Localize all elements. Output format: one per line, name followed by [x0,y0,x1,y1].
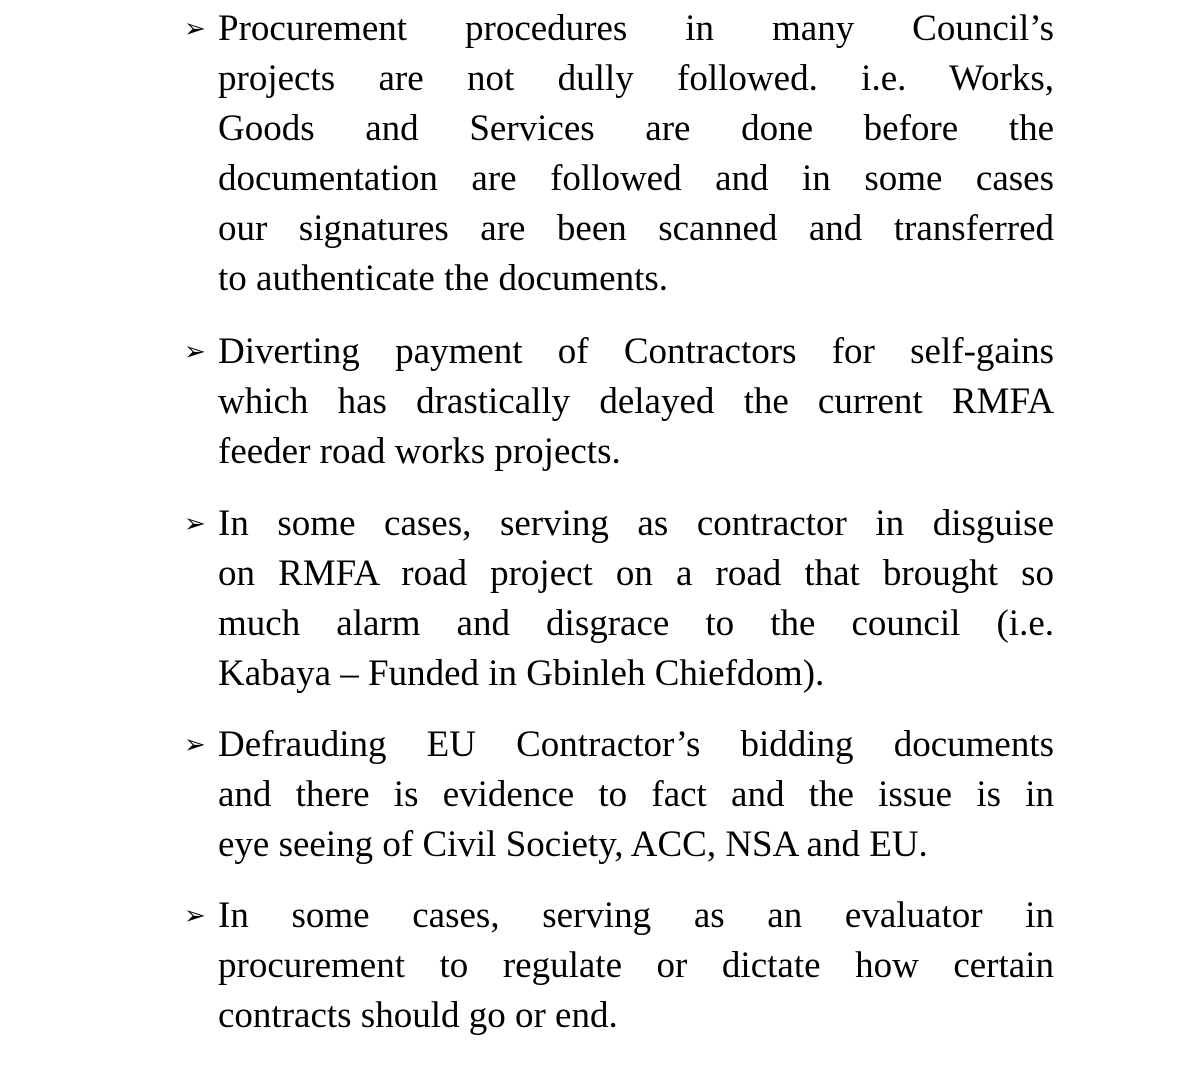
text-line: Defrauding EU Contractor’s bidding documents [218,724,1054,765]
arrow-bullet-icon: ➢ [184,14,206,44]
arrow-bullet-icon: ➢ [184,730,206,760]
list-item [178,720,1054,870]
list-item [178,891,1054,1041]
text-line: projects are not dully followed. i.e. Works, [218,58,1054,99]
text-line: Goods and Services are done before the [218,108,1054,149]
text-line: and there is evidence to fact and the issue is in [218,774,1054,815]
text-line: In some cases, serving as contractor in disguise [218,503,1054,544]
list-item-text [178,4,1054,304]
list-item [178,4,1054,304]
arrow-bullet-icon: ➢ [184,509,206,539]
text-line: feeder road works projects. [218,431,621,472]
text-line: Procurement procedures in many Council’s [218,8,1054,49]
text-line: documentation are followed and in some cases [218,158,1054,199]
text-line: to authenticate the documents. [218,258,669,299]
text-line: procurement to regulate or dictate how certain [218,945,1054,986]
text-line: eye seeing of Civil Society, ACC, NSA and EU. [218,824,928,865]
text-line: Kabaya – Funded in Gbinleh Chiefdom). [218,653,825,694]
arrow-bullet-icon: ➢ [184,901,206,931]
text-line: which has drastically delayed the current RMFA [218,381,1054,422]
list-item [178,499,1054,699]
list-item-text [178,499,1054,699]
list-item-text [178,720,1054,870]
text-line: much alarm and disgrace to the council (i.e. [218,603,1054,644]
text-line: In some cases, serving as an evaluator in [218,895,1054,936]
text-line: Diverting payment of Contractors for self-gains [218,331,1054,372]
list-item [178,327,1054,477]
arrow-bullet-icon: ➢ [184,337,206,367]
text-line: on RMFA road project on a road that brought so [218,553,1054,594]
text-line: contracts should go or end. [218,995,618,1036]
text-line: our signatures are been scanned and transferred [218,208,1054,249]
list-item-text [178,327,1054,477]
list-item-text [178,891,1054,1041]
